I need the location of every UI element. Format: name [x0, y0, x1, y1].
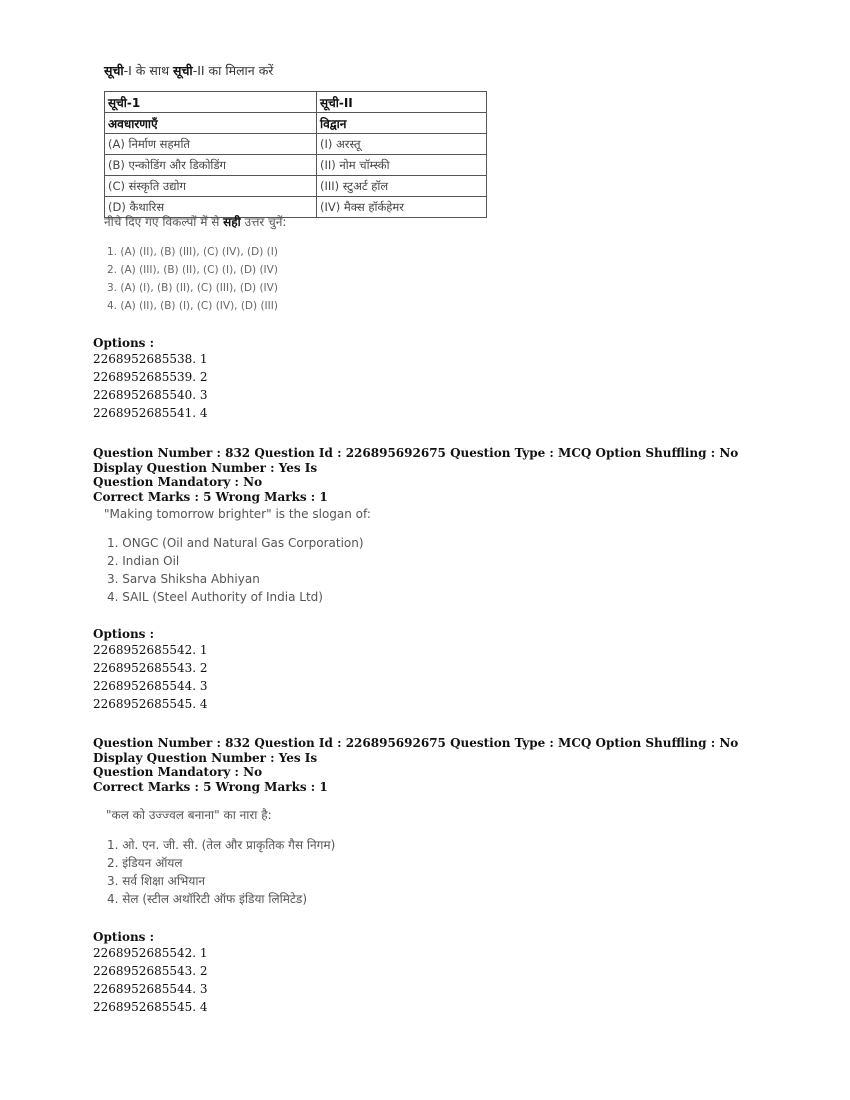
option-item: 2268952685542. 1 [93, 643, 208, 657]
option-item: 2268952685542. 1 [93, 946, 208, 960]
list-item: 3. सर्व शिक्षा अभियान [107, 874, 206, 888]
list2-heading: सूची-II [317, 92, 487, 113]
marks-line: Correct Marks : 5 Wrong Marks : 1 [93, 489, 328, 504]
table-cell: (B) एन्कोडिंग और डिकोडिंग [105, 155, 317, 176]
table-cell: (II) नोम चॉम्स्की [317, 155, 487, 176]
table-cell: (D) कैथारिस [105, 197, 317, 218]
list-item: 2. (A) (III), (B) (II), (C) (I), (D) (IV) [107, 264, 278, 276]
q1-match-table [104, 91, 487, 218]
question-meta-line: Question Mandatory : No [93, 475, 263, 489]
q2-options-list [93, 643, 208, 715]
option-item: 2268952685541. 4 [93, 406, 208, 420]
table-row [105, 134, 487, 155]
option-item: 2268952685544. 3 [93, 679, 208, 693]
q3-question-text: "कल को उज्ज्वल बनाना" का नारा है: [106, 808, 272, 822]
option-item: 2268952685543. 2 [93, 661, 208, 675]
table-row [105, 155, 487, 176]
list-item: 4. सेल (स्टील अथॉरिटी ऑफ इंडिया लिमिटेड) [107, 892, 308, 906]
q3-options-label: Options : [93, 930, 155, 944]
option-item: 2268952685543. 2 [93, 964, 208, 978]
list-item: 2. Indian Oil [107, 554, 180, 568]
q1-options-label: Options : [93, 336, 155, 350]
option-item: 2268952685545. 4 [93, 697, 208, 711]
option-item: 2268952685539. 2 [93, 370, 208, 384]
option-item: 2268952685538. 1 [93, 352, 208, 366]
table-cell: (I) अरस्तू [317, 134, 487, 155]
question-meta-line: Question Number : 832 Question Id : 226895692675 Question Type : MCQ Option Shuffling : No Display Question Number : Yes Is [93, 446, 739, 475]
table-cell: (IV) मैक्स हॉर्कहेमर [317, 197, 487, 218]
list-item: 3. Sarva Shiksha Abhiyan [107, 572, 260, 586]
list-item: 4. (A) (II), (B) (I), (C) (IV), (D) (III) [107, 300, 278, 312]
marks-line: Correct Marks : 5 Wrong Marks : 1 [93, 779, 328, 794]
concepts-heading: अवधारणाएँ [105, 113, 317, 134]
question-meta-line: Question Mandatory : No [93, 765, 263, 779]
list-item: 1. (A) (II), (B) (III), (C) (IV), (D) (I) [107, 246, 278, 258]
q1-choice-list [107, 246, 278, 318]
q1-instruction: नीचे दिए गए विकल्पों में से सही उत्तर चुनें: [104, 215, 287, 229]
q2-choice-list [107, 536, 364, 608]
table-header-row [105, 113, 487, 134]
option-item: 2268952685544. 3 [93, 982, 208, 996]
list1-heading: सूची-1 [105, 92, 317, 113]
scholars-heading: विद्वान [317, 113, 487, 134]
q2-question-text: "Making tomorrow brighter" is the slogan of: [104, 507, 371, 521]
q3-options-list [93, 946, 208, 1018]
q3-choice-list [107, 836, 335, 908]
list-item: 3. (A) (I), (B) (II), (C) (III), (D) (IV) [107, 282, 278, 294]
table-cell: (III) स्टुअर्ट हॉल [317, 176, 487, 197]
option-item: 2268952685545. 4 [93, 1000, 208, 1014]
list-item: 1. ओ. एन. जी. सी. (तेल और प्राकृतिक गैस निगम) [107, 838, 336, 852]
option-item: 2268952685540. 3 [93, 388, 208, 402]
table-cell: (C) संस्कृति उद्योग [105, 176, 317, 197]
q3-meta [93, 736, 773, 794]
table-header-row [105, 92, 487, 113]
q2-meta [93, 446, 773, 504]
table-row [105, 176, 487, 197]
table-cell: (A) निर्माण सहमति [105, 134, 317, 155]
q1-title: सूची-I के साथ सूची-II का मिलान करें [104, 63, 274, 78]
q2-options-label: Options : [93, 627, 155, 641]
list-item: 4. SAIL (Steel Authority of India Ltd) [107, 590, 323, 604]
list-item: 1. ONGC (Oil and Natural Gas Corporation) [107, 536, 364, 550]
q1-options-list [93, 352, 208, 424]
list-item: 2. इंडियन ऑयल [107, 856, 183, 870]
question-meta-line: Question Number : 832 Question Id : 226895692675 Question Type : MCQ Option Shuffling : No Display Question Number : Yes Is [93, 736, 739, 765]
